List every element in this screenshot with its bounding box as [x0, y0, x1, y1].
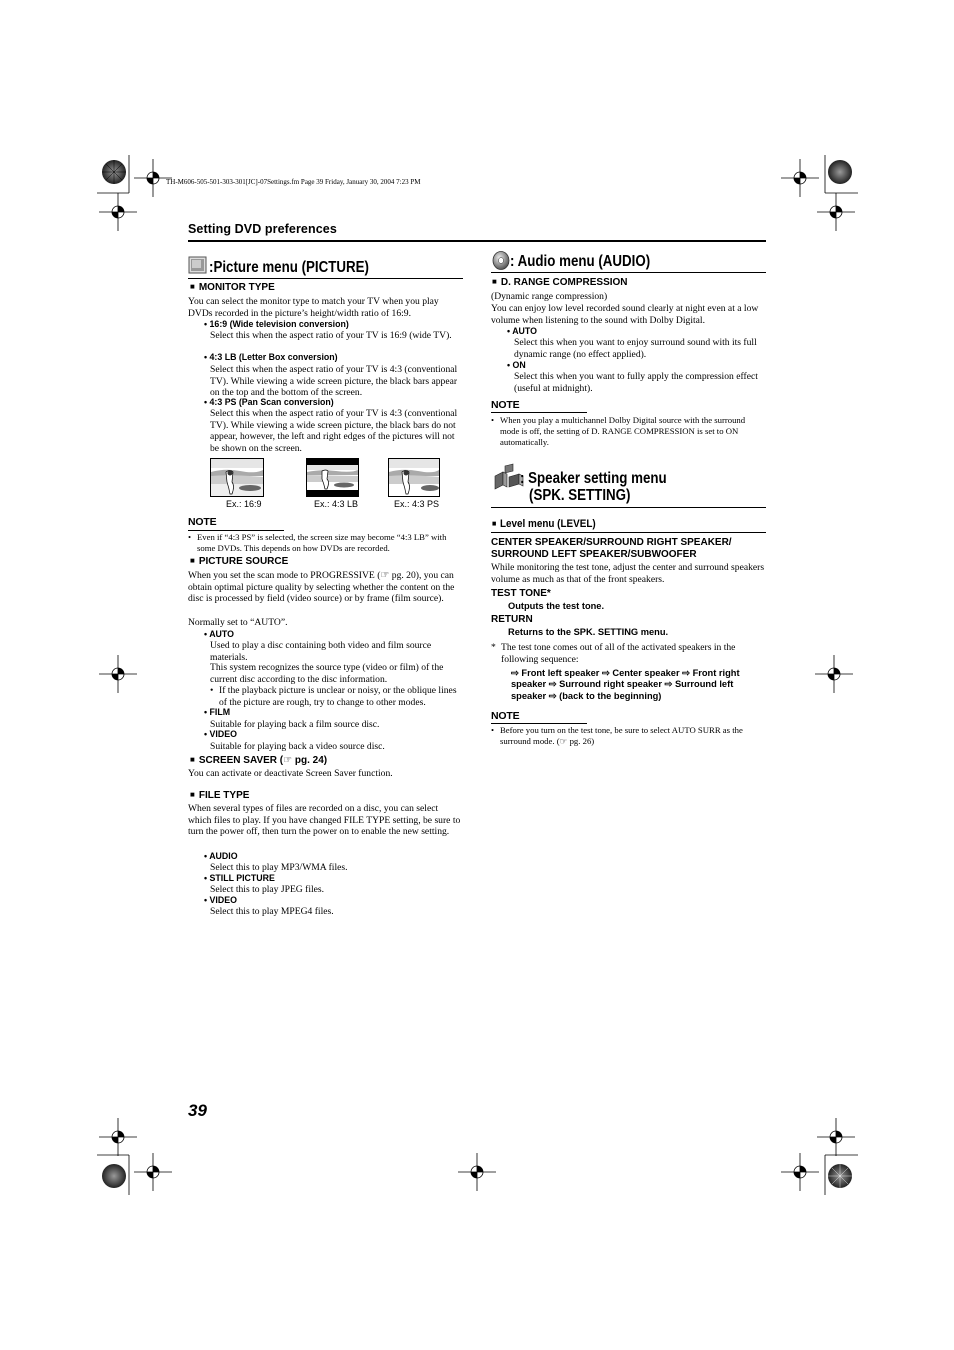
- opt-lb-text: Select this when the aspect ratio of your TV is 4:3 (conventional TV). While viewing a wide screen picture, the black bars appear on the top and the bottom of the screen.: [210, 364, 458, 399]
- source-auto-sub: • If the playback picture is unclear or noisy, or the oblique lines of the picture are rough, try to change to other modes.: [210, 685, 457, 708]
- aspect-4-3-ps-illustration: [388, 458, 440, 497]
- aspect-4-3-lb-illustration: [306, 458, 359, 497]
- audio-menu-icon: [491, 250, 511, 271]
- aspect-16-9-illustration: [210, 458, 264, 497]
- drc-intro: You can enjoy low level recorded sound clearly at night even at a low volume when listening to the sound with Dolby Digital.: [491, 303, 759, 326]
- file-audio-text: Select this to play MP3/WMA files.: [210, 862, 348, 873]
- source-auto-text2: This system recognizes the source type (video or film) of the current disc according to the disc information.: [210, 662, 444, 685]
- file-still-text: Select this to play JPEG files.: [210, 884, 325, 895]
- opt-ps-label: • 4:3 PS (Pan Scan conversion): [204, 397, 334, 407]
- footnote: * The test tone comes out of all of the activated speakers in the following sequence:: [491, 642, 736, 665]
- drc-sub: (Dynamic range compression): [491, 291, 608, 302]
- caption-4-3-ps: Ex.: 4:3 PS: [394, 499, 440, 509]
- page-number: 39: [188, 1101, 207, 1120]
- speaker-sequence: ⇨ Front left speaker ⇨ Center speaker ⇨ Front right speaker ⇨ Surround right speaker ⇨ Surround left speaker ⇨ (back to the beginning): [511, 668, 740, 701]
- picture-menu-icon: [188, 256, 208, 275]
- drc-on-text: Select this when you want to fully apply the compression effect (useful at midnight).: [514, 371, 758, 394]
- note-rule-2: [491, 412, 587, 413]
- square-bullet-icon: ■: [190, 556, 195, 565]
- file-still-label: • STILL PICTURE: [204, 873, 275, 883]
- screen-saver-head: ■ SCREEN SAVER (☞ pg. 24): [190, 755, 328, 766]
- header-rule: [188, 240, 766, 242]
- source-video-text: Suitable for playing back a video source disc.: [210, 741, 385, 752]
- section-header: Setting DVD preferences: [188, 222, 337, 236]
- center-speaker-head-1: CENTER SPEAKER/SURROUND RIGHT SPEAKER/: [491, 537, 732, 548]
- test-tone-text: Outputs the test tone.: [508, 601, 605, 611]
- note-label-2: NOTE: [491, 399, 520, 411]
- print-info: TH-M606-505-501-303-301[JC]-07Settings.fm Page 39 Friday, January 30, 2004 7:23 PM: [166, 178, 421, 186]
- note-text-1: • Even if “4:3 PS” is selected, the screen size may become “4:3 LB” with some DVDs. This depends on how DVDs are recorded.: [188, 532, 447, 553]
- caption-16-9: Ex.: 16:9: [226, 499, 262, 509]
- drc-on-label: • ON: [507, 360, 526, 370]
- square-bullet-icon: ■: [190, 755, 195, 764]
- note-rule-1: [188, 530, 284, 531]
- right-outline-arrow-icon: ⇨: [548, 679, 557, 690]
- source-film-text: Suitable for playing back a film source disc.: [210, 719, 380, 730]
- pointing-hand-icon: ☞: [559, 736, 568, 746]
- pointing-hand-icon: ☞: [283, 755, 293, 766]
- square-bullet-icon: ■: [190, 790, 195, 799]
- center-speaker-text: While monitoring the test tone, adjust the center and surround speakers volume as much as that of the front speakers.: [491, 562, 765, 585]
- picture-source-normal: Normally set to “AUTO”.: [188, 617, 288, 628]
- source-auto-text1: Used to play a disc containing both video and film source materials.: [210, 640, 432, 663]
- audio-menu-title: : Audio menu (AUDIO): [510, 253, 651, 270]
- screen-saver-text: You can activate or deactivate Screen Saver function.: [188, 768, 393, 779]
- file-video-label: • VIDEO: [204, 895, 237, 905]
- monitor-type-head: ■ MONITOR TYPE: [190, 282, 275, 293]
- caption-4-3-lb: Ex.: 4:3 LB: [314, 499, 359, 509]
- picture-title-rule: [188, 278, 463, 279]
- registration-circle-top-left: [102, 160, 126, 184]
- registration-circle-bottom-left: [102, 1164, 126, 1188]
- drc-auto-label: • AUTO: [507, 326, 537, 336]
- square-bullet-icon: ■: [190, 282, 195, 291]
- return-text: Returns to the SPK. SETTING menu.: [508, 627, 669, 637]
- center-speaker-head-2: SURROUND LEFT SPEAKER/SUBWOOFER: [491, 549, 697, 560]
- opt-16-9-label: • 16:9 (Wide television conversion): [204, 319, 349, 329]
- file-type-intro: When several types of files are recorded on a disc, you can select which files to play. If you have changed FILE TYPE setting, be sure to turn the power off, then turn the power on to enable the new setting.: [188, 803, 461, 838]
- level-menu-head: ■ Level menu (LEVEL): [492, 518, 596, 530]
- square-bullet-icon: ■: [492, 277, 497, 286]
- file-video-text: Select this to play MPEG4 files.: [210, 906, 334, 917]
- picture-menu-title: :Picture menu (PICTURE): [209, 259, 369, 276]
- file-audio-label: • AUDIO: [204, 851, 238, 861]
- picture-source-head: ■ PICTURE SOURCE: [190, 556, 289, 567]
- speaker-menu-title-line2: (SPK. SETTING): [529, 487, 631, 504]
- right-outline-arrow-icon: ⇨: [664, 679, 673, 690]
- monitor-type-intro: You can select the monitor type to match your TV when you play DVDs recorded in the picture’s height/width ratio of 16:9.: [188, 296, 439, 319]
- source-film-label: • FILM: [204, 707, 231, 717]
- note-text-2: • When you play a multichannel Dolby Digital source with the surround mode is off, the setting of D. RANGE COMPRESSION is set to ON automatically.: [491, 415, 746, 447]
- pointing-hand-icon: ☞: [380, 570, 390, 581]
- right-outline-arrow-icon: ⇨: [511, 668, 519, 678]
- source-video-label: • VIDEO: [204, 729, 237, 739]
- registration-circle-bottom-right: [828, 1164, 852, 1188]
- return-label: RETURN: [491, 614, 533, 625]
- opt-ps-text: Select this when the aspect ratio of your TV is 4:3 (conventional TV). While viewing a wide screen picture, the black bars do not appear, however, the left and right edges of the pictures will not be shown on the screen.: [210, 408, 458, 454]
- drc-auto-text: Select this when you want to enjoy surround sound with its full dynamic range (no effect applied).: [514, 337, 757, 360]
- test-tone-label: TEST TONE*: [491, 588, 551, 599]
- note-label-3: NOTE: [491, 710, 520, 722]
- drc-head: ■ D. RANGE COMPRESSION: [492, 277, 628, 288]
- level-head-rule: [491, 532, 766, 533]
- picture-source-intro: When you set the scan mode to PROGRESSIVE (☞ pg. 20), you can obtain optimal picture quality by selecting whether the content on the disc is processed by field (video source) or by frame (film source).: [188, 570, 455, 605]
- audio-title-rule: [491, 272, 766, 273]
- note-rule-3: [491, 723, 587, 724]
- right-outline-arrow-icon: ⇨: [682, 668, 690, 678]
- square-bullet-icon: ■: [492, 519, 497, 528]
- opt-16-9-text: Select this when the aspect ratio of your TV is 16:9 (wide TV).: [210, 330, 452, 341]
- opt-lb-label: • 4:3 LB (Letter Box conversion): [204, 352, 338, 362]
- speaker-menu-title-line1: : Speaker setting menu: [520, 470, 667, 487]
- registration-circle-top-right: [828, 160, 852, 184]
- file-type-head: ■ FILE TYPE: [190, 790, 250, 801]
- source-auto-label: • AUTO: [204, 629, 234, 639]
- right-outline-arrow-icon: ⇨: [602, 668, 610, 678]
- speaker-title-rule: [491, 507, 766, 508]
- note-label-1: NOTE: [188, 516, 217, 528]
- note-text-3: • Before you turn on the test tone, be sure to select AUTO SURR as the surround mode. (☞ pg. 26): [491, 725, 743, 746]
- right-outline-arrow-icon: ⇨: [548, 690, 557, 701]
